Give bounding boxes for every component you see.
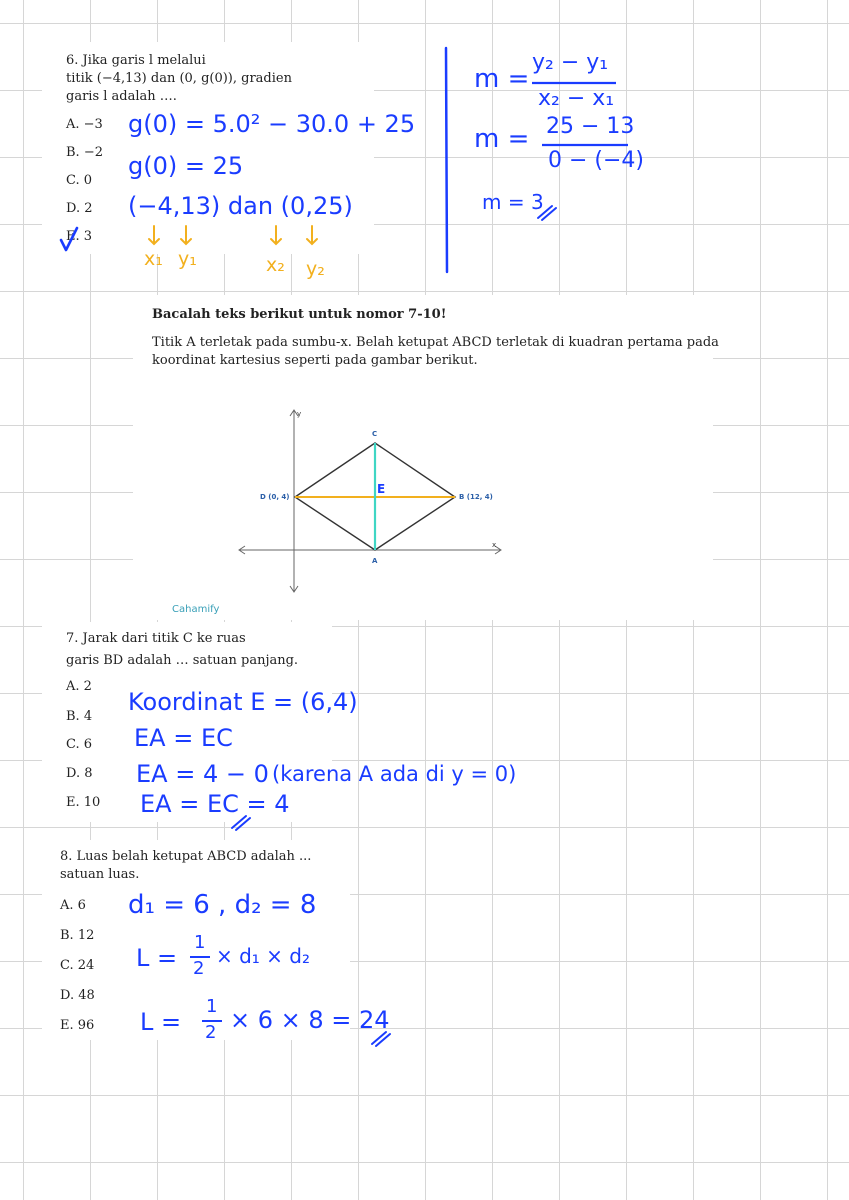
q6-label-x1: x₁: [144, 248, 163, 270]
q8-stem-line2: satuan luas.: [60, 867, 140, 882]
m-result: m = 3: [482, 190, 544, 214]
q6-work-points: (−4,13) dan (0,25): [128, 192, 353, 220]
q8-work-line2-frac-den: 2: [193, 958, 205, 979]
label-e: E: [377, 482, 386, 496]
q7-work-line4: EA = EC = 4: [140, 790, 290, 818]
q8-work-line3-l: L =: [140, 1008, 182, 1036]
q6-answer-check-mark: [58, 224, 80, 254]
q8-option-e[interactable]: E. 96: [60, 1018, 95, 1033]
label-a: A: [372, 557, 378, 565]
q6-option-e[interactable]: E. 3: [66, 229, 93, 244]
q7-stem-line2: garis BD adalah … satuan panjang.: [66, 653, 299, 668]
q7-stem-line1: 7. Jarak dari titik C ke ruas: [66, 631, 246, 646]
q7-option-c[interactable]: C. 6: [66, 737, 93, 752]
q6-label-x2: x₂: [266, 254, 285, 276]
passage-heading: Bacalah teks berikut untuk nomor 7-10!: [152, 307, 447, 322]
m-label-2: m =: [474, 124, 530, 154]
m-denominator-1: x₂ − x₁: [538, 86, 615, 111]
q6-work-g-line1: g(0) = 5.0² − 30.0 + 25: [128, 110, 416, 138]
q8-answer-underline-mark: [368, 1026, 394, 1048]
q8-option-b[interactable]: B. 12: [60, 928, 95, 943]
label-d: D (0, 4): [260, 493, 290, 501]
q8-work-line2-r: × d₁ × d₂: [216, 944, 311, 968]
q7-work-line1: Koordinat E = (6,4): [128, 688, 358, 716]
q7-answer-underline-mark: [228, 810, 254, 832]
rhombus-diagram: [230, 405, 510, 600]
q6-option-d[interactable]: D. 2: [66, 201, 93, 216]
q6-option-a[interactable]: A. −3: [66, 117, 103, 132]
q8-work-line2-frac-num: 1: [194, 932, 206, 953]
q6-option-b[interactable]: B. −2: [66, 145, 103, 160]
m-numerator-2: 25 − 13: [546, 114, 635, 139]
q8-stem-line1: 8. Luas belah ketupat ABCD adalah ...: [60, 849, 312, 864]
q6-divider-line: [440, 46, 452, 274]
label-y: y: [297, 410, 302, 418]
q8-option-d[interactable]: D. 48: [60, 988, 95, 1003]
m-result-underline-mark: [534, 200, 558, 222]
m-label-1: m =: [474, 64, 530, 94]
q7-option-b[interactable]: B. 4: [66, 709, 93, 724]
cahamify-watermark: Cahamify: [172, 604, 220, 615]
q6-work-g-line2: g(0) = 25: [128, 152, 244, 180]
q6-stem-line1: 6. Jika garis l melalui: [66, 53, 206, 68]
m-numerator-1: y₂ − y₁: [532, 50, 609, 75]
q8-work-line3-frac-den: 2: [205, 1022, 217, 1043]
m-denominator-2: 0 − (−4): [548, 148, 645, 173]
q7-option-e[interactable]: E. 10: [66, 795, 101, 810]
q7-work-line2: EA = EC: [134, 724, 233, 752]
q8-work-line3-frac-num: 1: [206, 996, 218, 1017]
label-c: C: [372, 430, 378, 438]
q8-option-c[interactable]: C. 24: [60, 958, 95, 973]
passage-text-line2: koordinat kartesius seperti pada gambar berikut.: [152, 353, 478, 368]
q8-work-line2-l: L =: [136, 944, 178, 972]
label-b: B (12, 4): [459, 493, 493, 501]
q7-work-line3-note: (karena A ada di y = 0): [272, 762, 517, 786]
q7-option-a[interactable]: A. 2: [66, 679, 92, 694]
q6-stem-line3: garis l adalah ….: [66, 89, 177, 104]
q8-work-line3-r: × 6 × 8 = 24: [230, 1006, 390, 1034]
q8-work-line1: d₁ = 6 , d₂ = 8: [128, 890, 317, 920]
q6-arrows: [140, 222, 330, 256]
q6-label-y2: y₂: [306, 258, 325, 280]
passage-text-line1: Titik A terletak pada sumbu-x. Belah ketupat ABCD terletak di kuadran pertama pada: [152, 335, 719, 350]
q8-option-a[interactable]: A. 6: [60, 898, 86, 913]
q6-label-y1: y₁: [178, 248, 197, 270]
label-x: x: [492, 541, 497, 549]
q7-work-line3: EA = 4 − 0: [136, 760, 269, 788]
q6-option-c[interactable]: C. 0: [66, 173, 93, 188]
q7-option-d[interactable]: D. 8: [66, 766, 93, 781]
q6-stem-line2: titik (−4,13) dan (0, g(0)), gradien: [66, 71, 292, 86]
